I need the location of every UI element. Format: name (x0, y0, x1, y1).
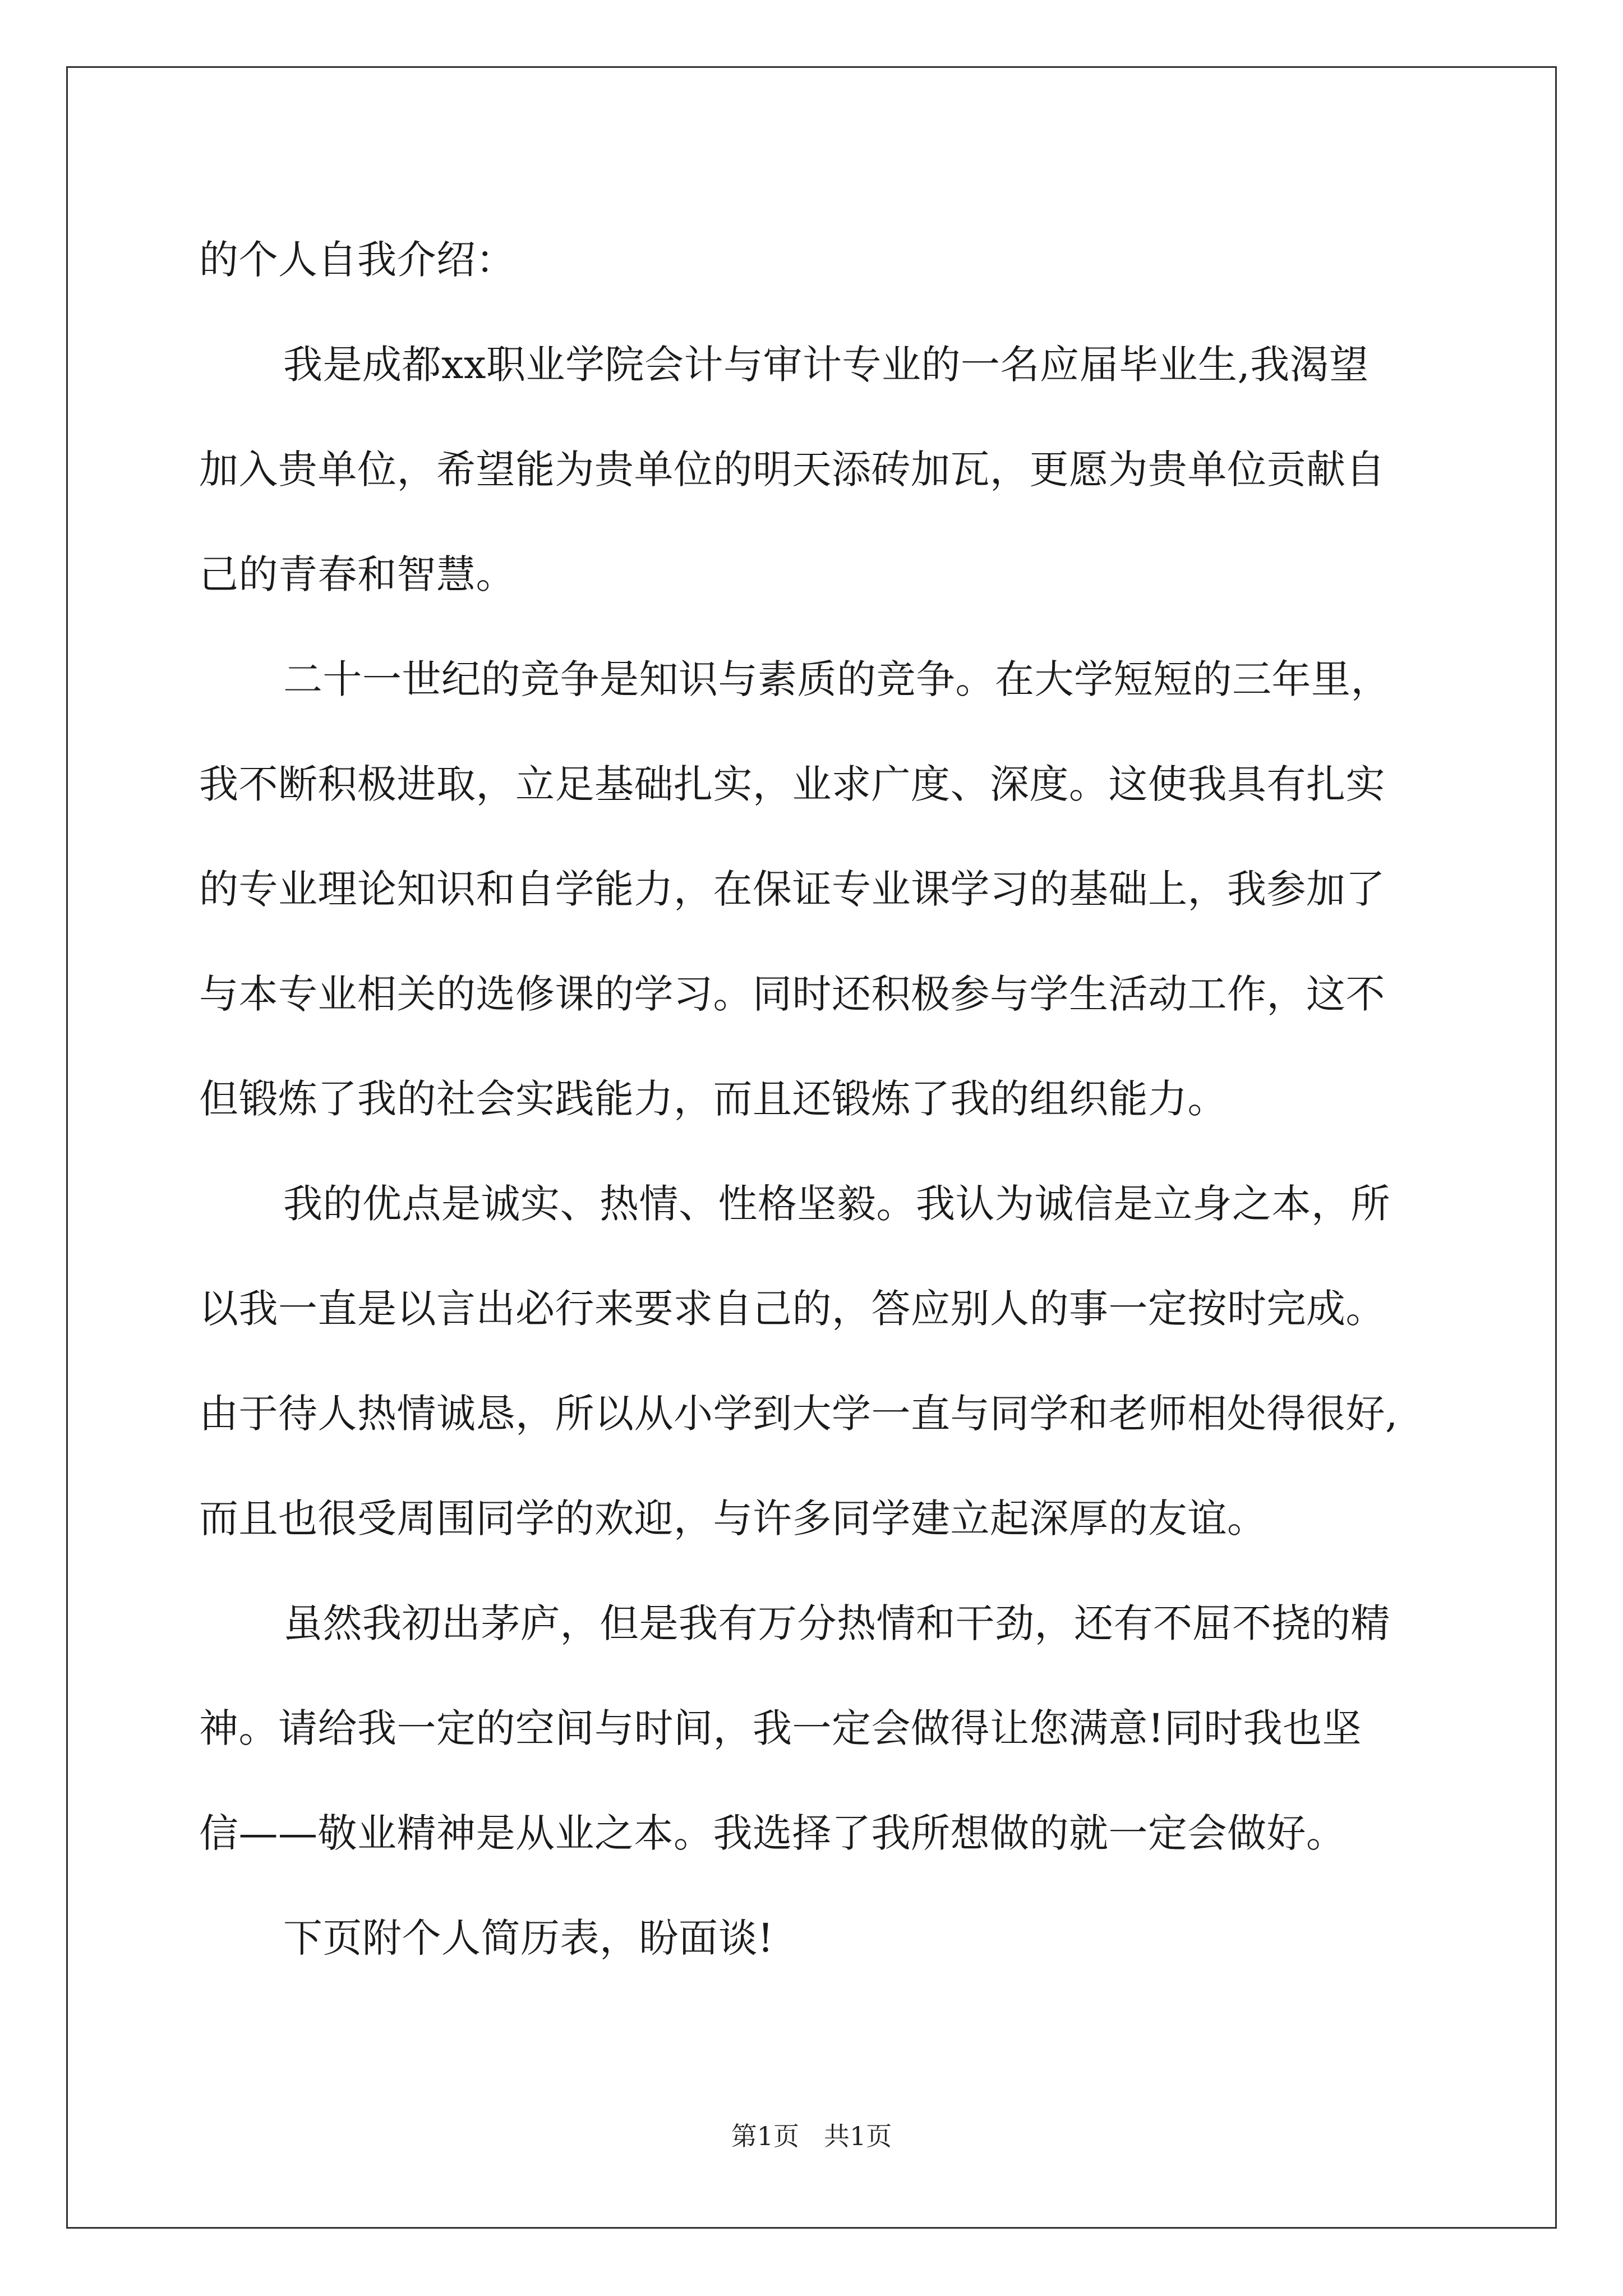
page-total: 共1页 (824, 2121, 892, 2151)
text-line: 与本专业相关的选修课的学习。同时还积极参与学生活动工作，这不 (199, 971, 1385, 1017)
text-line: 但锻炼了我的社会实践能力，而且还锻炼了我的组织能力。 (199, 1076, 1227, 1122)
page-number: 第1页 (731, 2121, 799, 2151)
text-line: 虽然我初出茅庐，但是我有万分热情和干劲，还有不屈不挠的精 (283, 1600, 1390, 1646)
text-line: 而且也很受周围同学的欢迎，与许多同学建立起深厚的友谊。 (199, 1496, 1267, 1542)
text-line: 加入贵单位，希望能为贵单位的明天添砖加瓦，更愿为贵单位贡献自 (199, 447, 1385, 493)
text-line: 己的青春和智慧。 (199, 551, 515, 597)
document-body (199, 208, 1433, 1991)
text-line: 我的优点是诚实、热情、性格坚毅。我认为诚信是立身之本，所 (283, 1181, 1390, 1227)
page-footer (0, 2119, 1623, 2153)
text-line: 下页附个人简历表，盼面谈! (283, 1915, 774, 1961)
text-line: 二十一世纪的竞争是知识与素质的竞争。在大学短短的三年里， (283, 656, 1390, 702)
text-line: 神。请给我一定的空间与时间，我一定会做得让您满意!同时我也坚 (199, 1705, 1362, 1751)
text-line: 的个人自我介绍： (199, 237, 515, 283)
text-line: 由于待人热情诚恳，所以从小学到大学一直与同学和老师相处得很好, (199, 1391, 1398, 1437)
text-line: 我是成都xx职业学院会计与审计专业的一名应届毕业生,我渴望 (283, 342, 1369, 388)
text-line: 的专业理论知识和自学能力，在保证专业课学习的基础上，我参加了 (199, 866, 1385, 912)
text-line: 信——敬业精神是从业之本。我选择了我所想做的就一定会做好。 (199, 1810, 1346, 1856)
text-line: 以我一直是以言出必行来要求自己的，答应别人的事一定按时完成。 (199, 1286, 1385, 1332)
text-line: 我不断积极进取，立足基础扎实，业求广度、深度。这使我具有扎实 (199, 761, 1385, 807)
